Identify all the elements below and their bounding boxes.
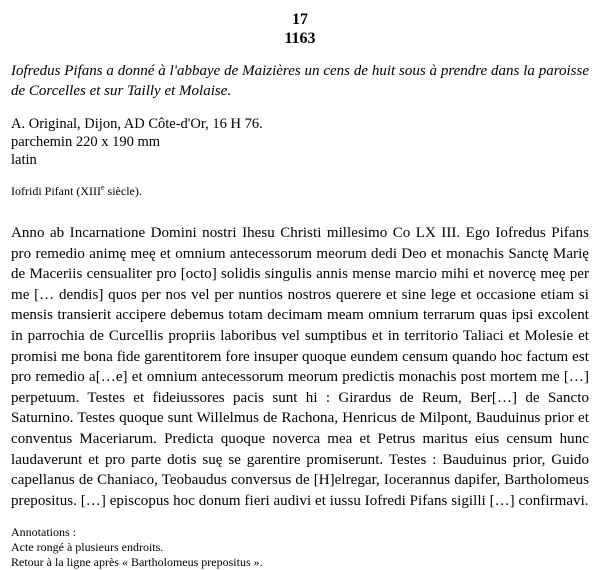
charter-summary: Iofredus Pifans a donné à l'abbaye de Maizières un cens de huit sous à prendre dans la paroisse de Corcelles et sur Tailly et Molaise.: [11, 63, 589, 99]
charter-number: 17: [292, 11, 308, 28]
annotations-heading: Annotations :: [11, 525, 76, 540]
charter-page: [11, 10, 589, 570]
charter-metadata: [11, 115, 589, 169]
charter-year: 1163: [284, 30, 316, 47]
annotations: [11, 525, 589, 570]
endorsement-text: Iofridi Pifant (XIII: [11, 184, 101, 198]
language: latin: [11, 152, 37, 168]
annotation-line: Acte rongé à plusieurs endroits.: [11, 540, 164, 555]
original-source: A. Original, Dijon, AD Côte-d'Or, 16 H 76.: [11, 116, 263, 132]
endorsement-superscript: e: [100, 183, 105, 192]
endorsement-suffix: siècle).: [104, 184, 142, 198]
dorsal-endorsement: [11, 184, 589, 199]
parchment-size: parchemin 220 x 190 mm: [11, 134, 161, 150]
annotation-line: Retour à la ligne après « Bartholomeus prepositus ».: [11, 555, 263, 570]
charter-latin-text: Anno ab Incarnatione Domini nostri Ihesu Christi millesimo Co LX III. Ego Iofredus Pifans pro remedio animę meę et omnium antecessorum meorum dedi Deo et monachis Sanctę Marię de Maceriis censualiter pro [octo] solidis singulis annis mense marcio mihi et novercę meę per me [… dendis] quos per nos vel per nuntios nostros querere et sine lege et occasione etiam si mensis transierit accipere debemus totam decimam meam omnium terrarum quas ipsi excolent in parrochia de Curcellis propriis laboribus vel sumptibus et in territorio Taliaci et Molesie et promisi me bona fide garentitorem fore insuper quoque eundem censum quando hoc factum est pro remedio a[…e] et omnium antecessorum meorum predictis monachis post mortem me […] perpetuum. Testes et fideiussores pacis sunt hi : Girardus de Reum, Ber[…] de Sancto Saturnino. Testes quoque sunt Willelmus de Rachona, Henricus de Milpont, Bauduinus prior et conventus Maceriarum. Predicta quoque noverca mea et Petrus maritus eius censum hunc laudaverunt et pro parte dotis suę se garentire promiserunt. Testes : Bauduinus prior, Guido capellanus de Chaniaco, Teobaudus conversus de [H]elregar, Iocerannus dapifer, Bartholomeus prepositus. […] episcopus hoc donum fieri audivi et iussu Iofredi Pifans sigilli […] confirmavi.: [11, 225, 589, 509]
